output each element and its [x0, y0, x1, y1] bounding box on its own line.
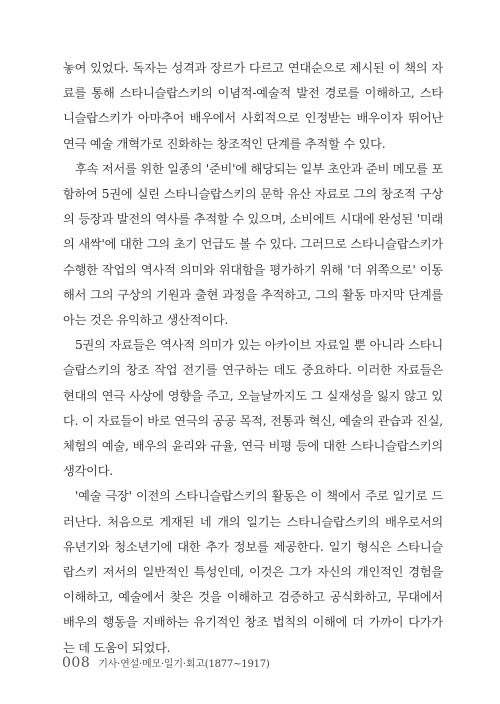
body-paragraph-1: 놓여 있었다. 독자는 성격과 장르가 다르고 연대순으로 제시된 이 책의 자료를 통해 스타니슬랍스키의 이념적-예술적 발전 경로를 이해하고, 스타니슬랍스키가 아마추어 배우에서 사회적으로 인정받는 배우이자 뛰어난 연극 예술 개혁가로 진화하는 창조적인 단계를 추적할 수 있다.: [63, 61, 443, 151]
page-number: 008: [62, 655, 91, 671]
body-paragraph-3: 5권의 자료들은 역사적 의미가 있는 아카이브 자료일 뿐 아니라 스타니슬랍스키의 창조 작업 전기를 연구하는 데도 중요하다. 이러한 자료들은 현대의 연극 사상에 영향을 주고, 오늘날까지도 그 실재성을 잃지 않고 있다. 이 자료들이 바로 연극의 공공 목적, 전통과 혁신, 예술의 관습과 진실, 체험의 예술, 배우의 윤리와 규율, 연극 비평 등에 대한 스타니슬랍스키의 생각이다.: [63, 338, 443, 479]
page-body: [63, 56, 443, 661]
body-paragraph-2: 후속 저서를 위한 일종의 '준비'에 해당되는 일부 초안과 준비 메모를 포함하여 5권에 실린 스타니슬랍스키의 문학 유산 자료로 그의 창조적 구상의 등장과 발전의 역사를 추적할 수 있으며, 소비에트 시대에 완성된 '미래의 새싹'에 대한 그의 초기 언급도 볼 수 있다. 그러므로 스타니슬랍스키가 수행한 작업의 역사적 의미와 위대함을 평가하기 위해 '더 위쪽으로' 이동해서 그의 구상의 기원과 출현 과정을 추적하고, 그의 활동 마지막 단계를 아는 것은 유익하고 생산적이다.: [63, 161, 443, 328]
body-paragraph-4: '예술 극장' 이전의 스타니슬랍스키의 활동은 이 책에서 주로 일기로 드러난다. 처음으로 게재된 네 개의 일기는 스타니슬랍스키의 배우로서의 유년기와 청소년기에 대한 추가 정보를 제공한다. 일기 형식은 스타니슬랍스키 저서의 일반적인 특성인데, 이것은 그가 자신의 개인적인 경험을 이해하고, 예술에서 찾은 것을 이해하고 검증하고 공식화하고, 무대에서 배우의 행동을 지배하는 유기적인 창조 법칙의 이해에 더 가까이 다가가는 데 도움이 되었다.: [63, 489, 443, 655]
running-head: 기사·연설·메모·일기·회고(1877~1917): [98, 659, 270, 670]
page-footer: [62, 655, 270, 671]
